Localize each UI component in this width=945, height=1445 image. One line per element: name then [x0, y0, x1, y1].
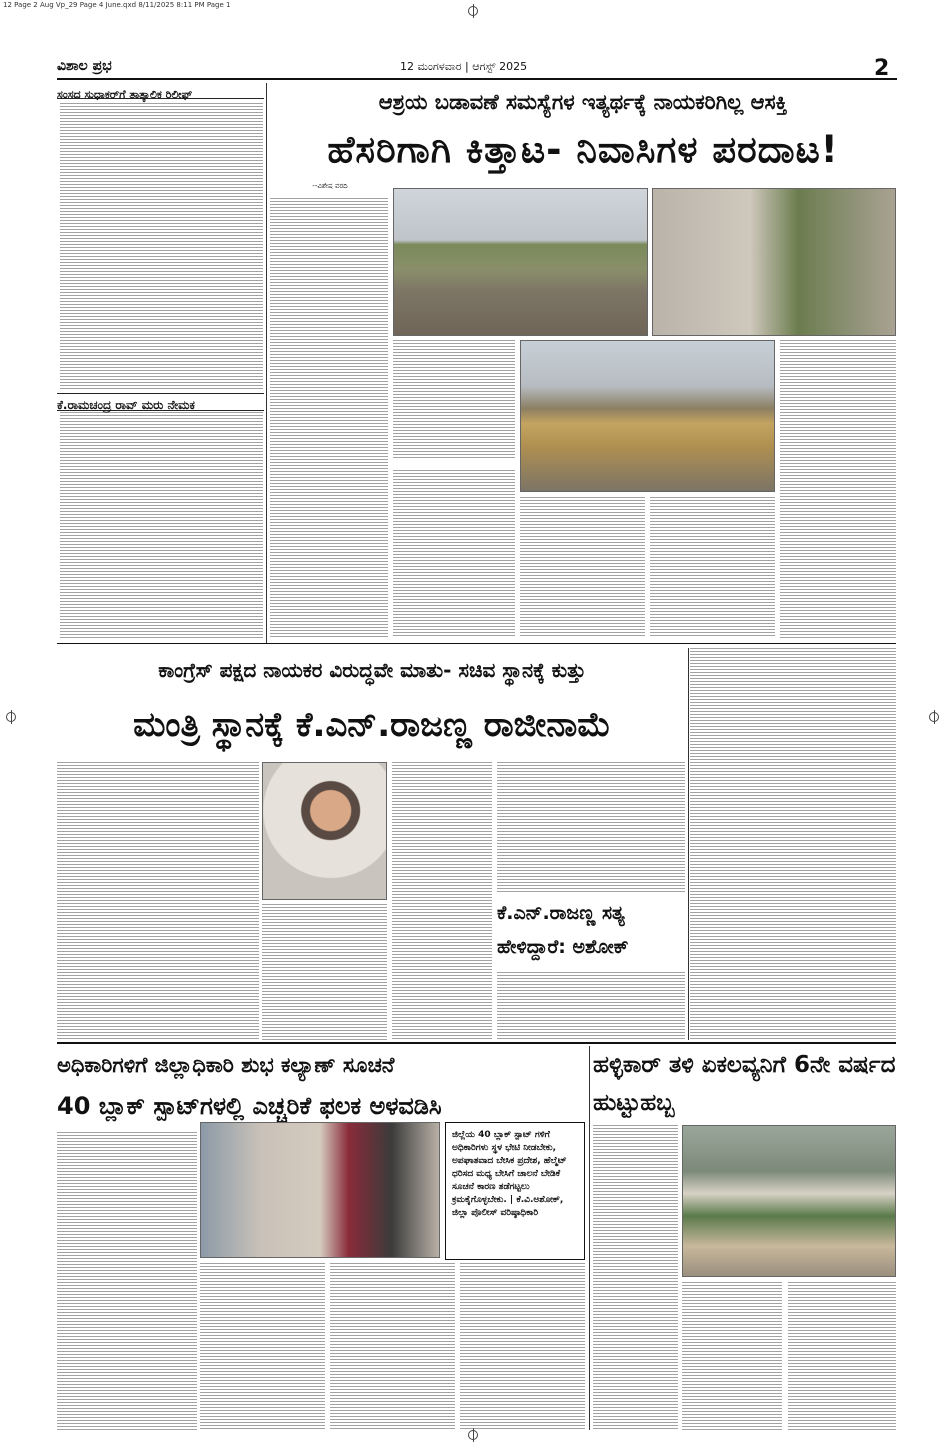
- left-story-headline: ಸಂಸದ ಸುಧಾಕರ್‌ಗೆ ತಾತ್ಕಾಲಿಕ ರಿಲೀಫ್: [57, 88, 193, 101]
- pull-quote-box: [445, 1122, 585, 1260]
- building-photo: [520, 340, 775, 492]
- middle-story-headline: ಮಂತ್ರಿ ಸ್ಥಾನಕ್ಕೆ ಕೆ.ಎನ್.ರಾಜಣ್ಣ ರಾಜೀನಾಮೆ: [133, 705, 611, 745]
- left-story-body-2: [60, 412, 263, 640]
- bottom-left-kicker: ಅಧಿಕಾರಿಗಳಿಗೆ ಜಿಲ್ಲಾಧಿಕಾರಿ ಶುಭ ಕಲ್ಯಾಣ್ ಸೂಚನೆ: [57, 1053, 395, 1077]
- waterlogged-road-photo: [393, 188, 648, 336]
- column-divider-bottom: [589, 1046, 590, 1430]
- middle-story-col-3: [392, 762, 492, 1040]
- print-slug-text: 12 Page 2 Aug Vp_29 Page 4 June.qxd 8/11/2025 8:11 PM Page 1: [3, 1, 231, 9]
- bottom-right-headline: ಹಳ್ಳಿಕಾರ್ ತಳಿ ಏಕಲವ್ಯನಿಗೆ 6ನೇ ವರ್ಷದ ಹುಟ್ಟುಹಬ್ಬ: [593, 1052, 896, 1116]
- bottom-left-col-3: [330, 1263, 455, 1430]
- bottom-right-col-3: [788, 1282, 896, 1430]
- registration-mark-right: [929, 712, 939, 722]
- minister-portrait-photo: [262, 762, 387, 900]
- middle-story-col-1: [57, 762, 259, 1040]
- registration-mark-top: [468, 6, 478, 16]
- sidebar-headline-box: [497, 896, 687, 968]
- column-divider: [266, 83, 267, 643]
- middle-story-col-2: [262, 904, 387, 1040]
- middle-story-col-4: [497, 762, 685, 892]
- bottom-right-col-1: [593, 1125, 678, 1430]
- page-number: 2: [874, 56, 890, 81]
- section-divider-2: [57, 1042, 896, 1044]
- layout-street-photo: [652, 188, 896, 336]
- middle-story-right-col: [690, 648, 896, 1040]
- middle-story-kicker-box: [57, 648, 687, 692]
- bottom-left-kicker-box: [57, 1046, 587, 1084]
- sidebar-headline: ಕೆ.ಎನ್.ರಾಜಣ್ಣ ಸತ್ಯ ಹೇಳಿದ್ದಾರೆ: ಅಶೋಕ್: [497, 902, 629, 958]
- pull-quote-text: ಜಿಲ್ಲೆಯ 40 ಬ್ಲಾಕ್ ಸ್ಪಾಟ್ ಗಳಿಗೆ ಅಧಿಕಾರಿಗಳು ಸ್ಥಳ ಭೇಟಿ ನೀಡಬೇಕು, ಅಪಘಾತವಾದ ಬೇಸಿಕ ಪ್ರದೇಶ, ಹೆಲ್ಮೆಟ್ ಧರಿಸದ ಮಧ್ಯ ಬೇಸಿಗೆ ಚಾಲನೆ ಬೇಡಿಕೆ ಸೂಚನೆ ಕಾರಣ ತಡೆಗಟ್ಟಲು ಕ್ರಮಕೈಗೊಳ್ಳಬೇಕು. | ಕೆ.ವಿ.ಅಶೋಕ್, ಜಿಲ್ಲಾ ಪೊಲೀಸ್ ವರಿಷ್ಠಾಧಿಕಾರಿ: [452, 1130, 567, 1218]
- left-story-body-1: [60, 103, 263, 391]
- top-story-col-2a: [393, 340, 515, 460]
- bottom-left-col-1: [57, 1132, 197, 1430]
- top-story-kicker-box: [270, 84, 896, 120]
- top-story-col-1: [270, 198, 388, 638]
- left-story-head: [57, 83, 264, 99]
- meeting-photo: [200, 1122, 440, 1258]
- top-story-headline: ಹೆಸರಿಗಾಗಿ ಕಿತ್ತಾಟ- ನಿವಾಸಿಗಳ ಪರದಾಟ!: [327, 128, 839, 171]
- top-story-kicker: ಆಶ್ರಯ ಬಡಾವಣೆ ಸಮಸ್ಯೆಗಳ ಇತ್ಯರ್ಥಕ್ಕೆ ನಾಯಕರಿಗಿಲ್ಲ ಆಸಕ್ತಿ: [378, 90, 788, 114]
- newspaper-brand: ವಿಶಾಲ ಪ್ರಭ: [57, 58, 112, 74]
- left-story-subhead-box: [57, 393, 264, 411]
- bottom-left-col-4: [460, 1263, 585, 1430]
- middle-story-col-4b: [497, 972, 685, 1040]
- top-story-headline-box: [270, 122, 896, 178]
- dateline: 12 ಮಂಗಳವಾರ | ಆಗಸ್ಟ್ 2025: [400, 60, 528, 73]
- top-story-col-2b: [393, 470, 515, 638]
- bottom-right-col-2: [682, 1282, 782, 1430]
- section-divider-1: [57, 643, 896, 644]
- left-story-subhead: ಕೆ.ರಾಮಚಂದ್ರ ರಾವ್ ಮರು ನೇಮಕ: [57, 398, 195, 412]
- column-divider-middle: [688, 648, 689, 1040]
- bottom-left-col-2: [200, 1263, 325, 1430]
- top-story-col-4: [650, 497, 775, 638]
- top-story-col-5: [780, 340, 896, 638]
- middle-story-headline-box: [57, 692, 687, 758]
- top-story-byline: --ವಿಶೇಷ ವರದಿ: [312, 182, 348, 190]
- top-story-col-3: [520, 497, 645, 638]
- cattle-birthday-photo: [682, 1125, 896, 1277]
- registration-mark-left: [6, 712, 16, 722]
- middle-story-kicker: ಕಾಂಗ್ರೆಸ್ ಪಕ್ಷದ ನಾಯಕರ ವಿರುದ್ಧವೇ ಮಾತು- ಸಚಿವ ಸ್ಥಾನಕ್ಕೆ ಕುತ್ತು: [158, 658, 586, 682]
- bottom-right-headline-box: [593, 1046, 896, 1128]
- registration-mark-bottom: [468, 1430, 478, 1440]
- bottom-left-headline: 40 ಬ್ಲಾಕ್ ಸ್ಪಾಟ್‌ಗಳಲ್ಲಿ ಎಚ್ಚರಿಕೆ ಫಲಕ ಅಳವಡಿಸಿ: [57, 1092, 442, 1120]
